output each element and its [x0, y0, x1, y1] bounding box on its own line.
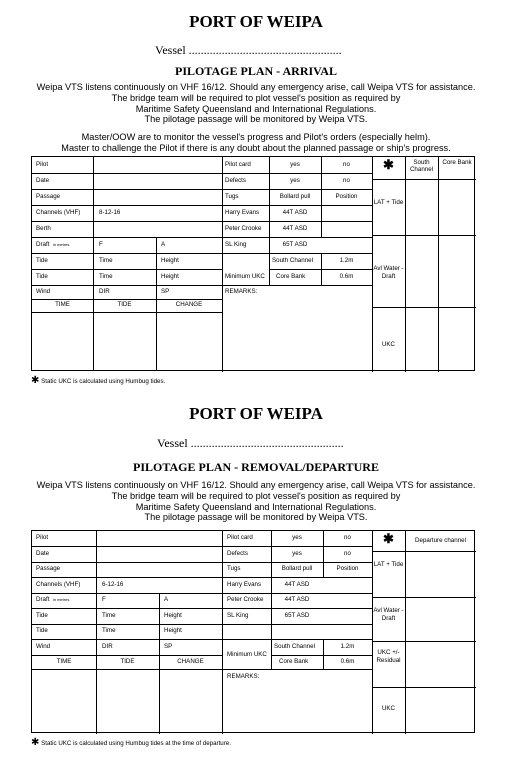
draft-aft: A: [161, 241, 166, 248]
draft-aft: A: [164, 596, 169, 603]
ukc-label: UKC: [381, 341, 396, 348]
ukc-label: UKC: [381, 705, 396, 712]
wind-dir: DIR: [102, 643, 113, 650]
channels-label: Channels (VHF): [36, 581, 81, 588]
defects-no[interactable]: no: [343, 177, 350, 184]
south-channel-label: South Channel: [274, 643, 315, 650]
draft-fwd: F: [99, 241, 103, 248]
defects-yes[interactable]: yes: [292, 550, 302, 557]
channels-value: 8-12-16: [99, 209, 121, 216]
tide-height-2: Height: [161, 273, 179, 280]
tide-label-2: Tide: [36, 273, 48, 280]
channels-label: Channels (VHF): [36, 209, 81, 216]
departure-footnote: ✱ Static UKC is calculated using Humbug tides at the time of departure.: [31, 737, 231, 748]
tug-2-name: Peter Crooke: [225, 225, 262, 232]
tug-1-bp: 44T ASD: [284, 581, 310, 588]
arrival-form: [31, 156, 475, 371]
bollard-pull-header: Bollard pull: [279, 193, 311, 200]
arrival-subtitle: PILOTAGE PLAN - ARRIVAL: [175, 64, 337, 78]
arrival-intro: Weipa VTS listens continuously on VHF 16/12. Should any emergency arise, call Weipa VTS for assistance. The bridge team will be required to plot vessel's position as required by Maritime Safety Queensland and International Regulations. The pilotage passage will be monitored by Weipa VTS. Master/OOW are to monitor the vessel's progress and Pilot's orders (especially helm). Master to challenge the Pilot if there is any doubt about the planned passage or ship's progress.: [36, 82, 476, 153]
col-time: TIME: [56, 658, 72, 665]
departure-vessel-field[interactable]: Vessel ...................................................: [157, 436, 344, 450]
tug-3-name: SL King: [227, 612, 249, 619]
min-ukc-label: Minimum UKC: [225, 273, 265, 280]
departure-channel-header: Departure channel: [415, 537, 466, 544]
pilot-card-yes[interactable]: yes: [290, 161, 300, 168]
passage-label: Passage: [36, 193, 61, 200]
tide-label-1: Tide: [36, 612, 48, 619]
position-header: Position: [335, 193, 358, 200]
south-channel-value: 1.2m: [340, 643, 355, 650]
wind-label: Wind: [36, 288, 51, 295]
tide-time-2: Time: [99, 273, 113, 280]
avl-water-label: Avl Water - Draft: [373, 607, 404, 622]
channels-value: 6-12-16: [102, 581, 124, 588]
pilot-label: Pilot: [36, 534, 49, 541]
tug-3-bp: 65T ASD: [282, 241, 308, 248]
wind-dir: DIR: [99, 288, 110, 295]
avl-water-label: Avl Water - Draft: [373, 265, 404, 280]
lat-tide-label: LAT + Tide: [373, 561, 404, 568]
defects-no[interactable]: no: [344, 550, 351, 557]
tug-2-bp: 44T ASD: [284, 596, 310, 603]
pilot-card-yes[interactable]: yes: [292, 534, 302, 541]
remarks-label: REMARKS:: [225, 288, 258, 295]
col-change: CHANGE: [175, 301, 203, 308]
core-bank-header: Core Bank: [442, 159, 472, 166]
tug-2-name: Peter Crooke: [227, 596, 264, 603]
date-label: Date: [36, 550, 50, 557]
tug-1-bp: 44T ASD: [282, 209, 308, 216]
asterisk-icon: ✱: [383, 157, 394, 172]
pilot-card-label: Pilot card: [225, 161, 251, 168]
draft-label: Draft in metres: [36, 241, 70, 248]
tide-label-2: Tide: [36, 627, 48, 634]
tide-time-1: Time: [102, 612, 116, 619]
berth-label: Berth: [36, 225, 51, 232]
tug-2-bp: 44T ASD: [282, 225, 308, 232]
core-bank-label: Core Bank: [276, 273, 306, 280]
south-channel-label: South Channel: [272, 257, 313, 264]
asterisk-icon: ✱: [383, 531, 394, 546]
wind-speed: SP: [164, 643, 173, 650]
pilot-card-label: Pilot card: [227, 534, 253, 541]
lat-tide-label: LAT + Tide: [373, 199, 404, 206]
passage-label: Passage: [36, 565, 61, 572]
tug-1-name: Harry Evans: [227, 581, 262, 588]
south-channel-value: 1.2m: [339, 257, 354, 264]
departure-subtitle: PILOTAGE PLAN - REMOVAL/DEPARTURE: [133, 460, 379, 474]
tide-time-2: Time: [102, 627, 116, 634]
departure-form: [31, 530, 475, 733]
defects-label: Defects: [225, 177, 246, 184]
draft-label: Draft in metres: [36, 596, 70, 603]
tide-time-1: Time: [99, 257, 113, 264]
tug-3-bp: 65T ASD: [284, 612, 310, 619]
remarks-label: REMARKS:: [227, 673, 260, 680]
col-tide: TIDE: [117, 301, 132, 308]
tug-3-name: SL King: [225, 241, 247, 248]
bollard-pull-header: Bollard pull: [281, 565, 313, 572]
col-change: CHANGE: [177, 658, 204, 665]
wind-label: Wind: [36, 643, 51, 650]
col-time: TIME: [55, 301, 70, 308]
arrival-vessel-field[interactable]: Vessel ...................................................: [155, 43, 342, 57]
core-bank-value: 0.6m: [339, 273, 354, 280]
pilot-card-no[interactable]: no: [343, 161, 350, 168]
arrival-footnote: ✱ Static UKC is calculated using Humbug tides.: [31, 375, 166, 386]
tugs-label: Tugs: [227, 565, 241, 572]
core-bank-label: Core Bank: [279, 658, 309, 665]
draft-fwd: F: [102, 596, 106, 603]
min-ukc-label: Minimum UKC: [227, 651, 267, 658]
defects-label: Defects: [227, 550, 248, 557]
tug-1-name: Harry Evans: [225, 209, 260, 216]
departure-title: PORT OF WEIPA: [189, 404, 323, 423]
col-tide: TIDE: [120, 658, 135, 665]
pilot-card-no[interactable]: no: [344, 534, 351, 541]
departure-intro: Weipa VTS listens continuously on VHF 16/12. Should any emergency arise, call Weipa VTS for assistance. The bridge team will be required to plot vessel's position as required by Maritime Safety Queensland and International Regulations. The pilotage passage will be monitored by Weipa VTS.: [36, 480, 476, 523]
defects-yes[interactable]: yes: [290, 177, 300, 184]
tide-height-2: Height: [164, 627, 182, 634]
tide-height-1: Height: [161, 257, 179, 264]
ukc-residual-label: UKC +/- Residual: [376, 649, 401, 664]
tide-height-1: Height: [164, 612, 182, 619]
date-label: Date: [36, 177, 50, 184]
tide-label-1: Tide: [36, 257, 48, 264]
position-header: Position: [336, 565, 359, 572]
wind-speed: SP: [161, 288, 170, 295]
core-bank-value: 0.6m: [340, 658, 355, 665]
tugs-label: Tugs: [225, 193, 239, 200]
arrival-title: PORT OF WEIPA: [189, 12, 323, 31]
south-channel-header: South Channel: [409, 159, 434, 173]
pilot-label: Pilot: [36, 161, 49, 168]
